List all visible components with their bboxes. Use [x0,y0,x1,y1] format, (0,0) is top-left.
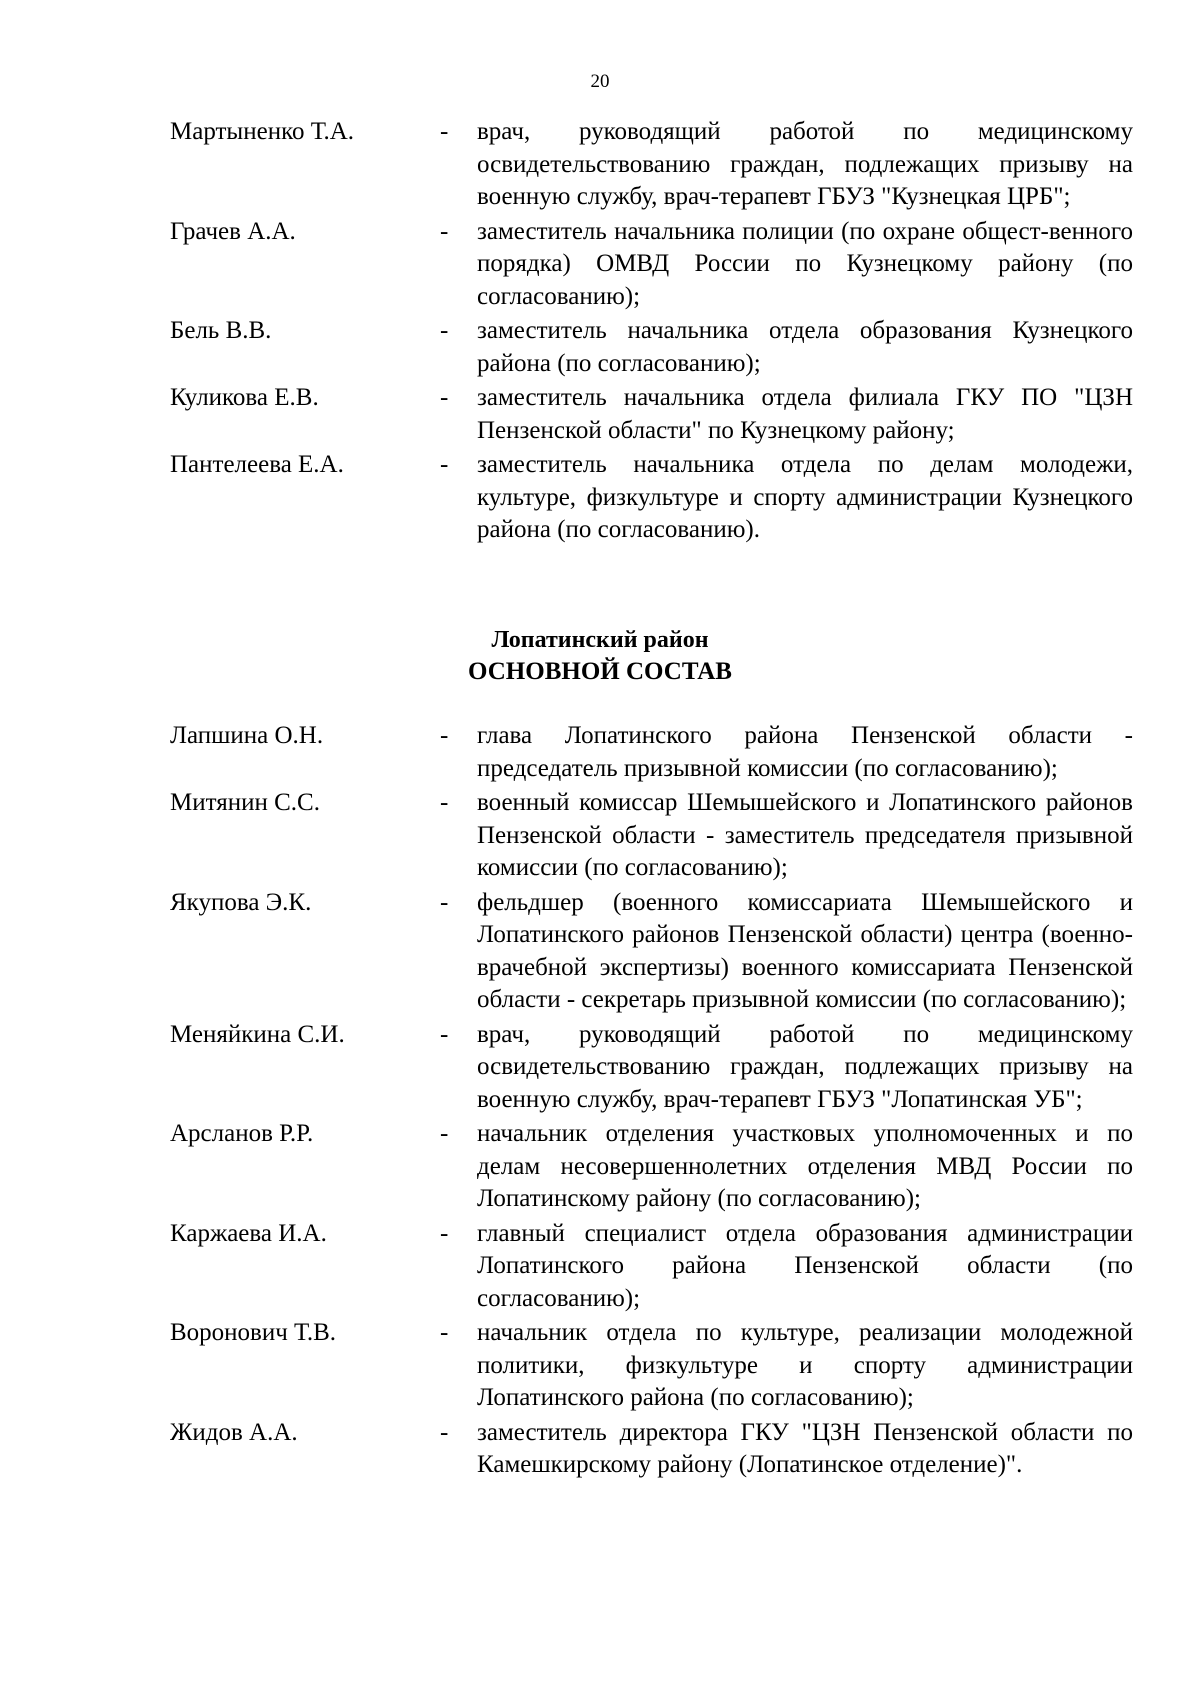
member-row [170,1019,1133,1117]
member-position: заместитель начальника отдела по делам молодежи, культуре, физкультуре и спорту администрации Кузнецкого района (по согласованию). [477,451,1133,543]
member-name: Митянин С.С. [170,789,320,816]
member-dash: - [440,384,449,411]
member-row [170,315,1133,380]
member-position: врач, руководящий работой по медицинскому освидетельствованию граждан, подлежащих призыву на военную службу, врач-терапевт ГБУЗ "Кузнецкая ЦРБ"; [477,118,1133,210]
member-name: Каржаева И.А. [170,1219,327,1247]
member-dash: - [440,1319,449,1346]
member-position: начальник отделения участковых уполномоченных и по делам несовершеннолетних отделения МВД России по Лопатинскому району (по согласованию); [477,1120,1133,1212]
member-dash: - [440,118,449,145]
member-position: военный комиссар Шемышейского и Лопатинского районов Пензенской области - заместитель председателя призывной комиссии (по согласованию); [477,789,1133,881]
member-position: заместитель начальника отдела филиала ГКУ ПО "ЦЗН Пензенской области" по Кузнецкому району; [477,384,1133,444]
member-dash: - [440,217,449,245]
member-dash: - [440,722,449,749]
member-name: Мартыненко Т.А. [170,118,355,145]
member-name: Жидов А.А. [170,1418,298,1446]
member-name: Меняйкина С.И. [170,1020,345,1048]
member-name: Якупова Э.К. [170,888,312,916]
member-row [170,1118,1133,1216]
member-position: главный специалист отдела образования администрации Лопатинского района Пензенской области (по согласованию); [477,1219,1133,1312]
member-name: Воронович Т.В. [170,1319,337,1346]
member-position: фельдшер (военного комиссариата Шемышейского и Лопатинского районов Пензенской области) центра (военно-врачебной экспертизы) военного комиссариата Пензенской области - секретарь призывной комиссии (по согласованию); [477,888,1133,1013]
member-position: заместитель начальника отдела образования Кузнецкого района (по согласованию); [477,317,1133,377]
member-row [170,116,1133,214]
member-row [170,216,1133,314]
member-dash: - [440,789,449,816]
member-name: Куликова Е.В. [170,384,319,411]
member-row [170,720,1133,785]
member-name: Арсланов Р.Р. [170,1120,314,1147]
member-name: Пантелеева Е.А. [170,451,344,478]
member-position: заместитель начальника полиции (по охране общест-венного порядка) ОМВД России по Кузнецкому району (по согласованию); [477,217,1133,310]
member-dash: - [440,1020,449,1048]
member-row [170,1317,1133,1415]
member-position: начальник отдела по культуре, реализации молодежной политики, физкультуре и спорту администрации Лопатинского района (по согласованию); [477,1319,1133,1411]
section-heading-composition: ОСНОВНОЙ СОСТАВ [468,658,732,685]
member-name: Лапшина О.Н. [170,722,324,749]
member-name: Бель В.В. [170,317,272,344]
member-dash: - [440,1219,449,1247]
member-row [170,449,1133,547]
member-position: врач, руководящий работой по медицинскому освидетельствованию граждан, подлежащих призыву на военную службу, врач-терапевт ГБУЗ "Лопатинская УБ"; [477,1020,1133,1113]
section-heading-region: Лопатинский район [491,627,709,653]
member-row [170,1417,1133,1482]
member-dash: - [440,317,449,344]
member-row [170,887,1133,1017]
member-row [170,1218,1133,1316]
commission-list-lopatino [170,720,1133,1484]
member-row [170,382,1133,447]
member-dash: - [440,1120,449,1147]
commission-list-kuznetsk [170,116,1133,549]
member-row [170,787,1133,885]
member-name: Грачев А.А. [170,217,296,245]
member-dash: - [440,888,449,916]
member-dash: - [440,1418,449,1446]
page-number: 20 [590,71,610,92]
member-dash: - [440,451,449,478]
member-position: глава Лопатинского района Пензенской области - председатель призывной комиссии (по согласованию); [477,722,1133,782]
member-position: заместитель директора ГКУ "ЦЗН Пензенской области по Камешкирскому району (Лопатинское отделение)". [477,1418,1133,1478]
